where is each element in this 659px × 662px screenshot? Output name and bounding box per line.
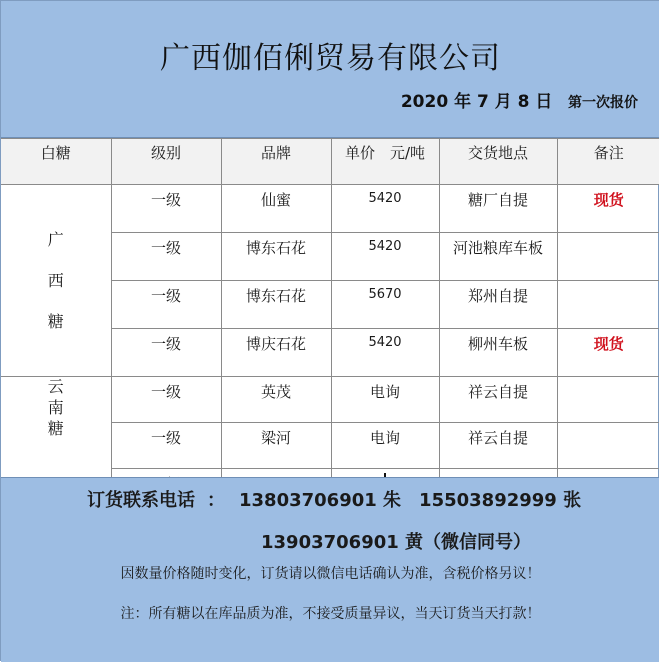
price-cell: 5670: [331, 281, 439, 329]
price-cell: 5420: [331, 233, 439, 281]
company-title: 广西伽佰俐贸易有限公司: [160, 41, 501, 76]
col-header-price: 单价 元/吨: [331, 139, 439, 185]
date-line: [401, 87, 638, 112]
remark-cell: [557, 233, 659, 281]
remark-cell: [557, 377, 659, 423]
category-char: 糖: [47, 419, 64, 438]
brand-cell: 博东石花: [221, 233, 331, 281]
contact-line-1: [87, 486, 581, 512]
quote-date: 2020 年 7 月 8 日: [400, 92, 553, 112]
grade-cell: 一级: [111, 329, 221, 377]
remark-cell: [557, 281, 659, 329]
table-row: [1, 185, 659, 233]
location-cell: 祥云自提: [439, 423, 557, 469]
price-cell: 5420: [331, 329, 439, 377]
grade-cell: 一级: [111, 423, 221, 469]
footer-band: [1, 477, 659, 662]
col-header-grade: 级别: [111, 139, 221, 185]
grade-cell: 一级: [111, 377, 221, 423]
notice-price: 因数量价格随时变化，订货请以微信电话确认为准，含税价格另议！: [120, 566, 541, 582]
price-cell: 电询: [331, 423, 439, 469]
category-char: 糖: [47, 312, 64, 331]
brand-cell: 梁河: [221, 423, 331, 469]
col-header-brand: 品牌: [221, 139, 331, 185]
quote-note: 第一次报价: [568, 95, 638, 111]
phone-zhang: 15503892999 张: [419, 490, 582, 511]
price-cell: 电询: [331, 377, 439, 423]
location-cell: 糖厂自提: [439, 185, 557, 233]
brand-cell: 博东石花: [221, 281, 331, 329]
location-cell: 柳州车板: [439, 329, 557, 377]
notice-quality: 注：所有糖以在库品质为准，不接受质量异议，当天订货当天打款！: [120, 606, 541, 622]
location-cell: 郑州自提: [439, 281, 557, 329]
category-char: 南: [47, 398, 64, 417]
phone-zhu: 13803706901 朱: [239, 490, 402, 511]
brand-cell: 博庆石花: [221, 329, 331, 377]
contact-separator: ：: [207, 490, 225, 511]
location-cell: 河池粮库车板: [439, 233, 557, 281]
col-header-sugar: 白糖: [1, 139, 111, 185]
category-char: 云: [47, 377, 64, 396]
table-row: [1, 377, 659, 423]
grade-cell: 一级: [111, 233, 221, 281]
table-header-row: [1, 139, 659, 185]
brand-cell: 英茂: [221, 377, 331, 423]
remark-cell: 现货: [557, 329, 659, 377]
contact-line-2: [261, 528, 531, 554]
price-cell: 5420: [331, 185, 439, 233]
contact-label: 订货联系电话: [87, 490, 195, 511]
brand-cell: 仙蜜: [221, 185, 331, 233]
category-char: 西: [47, 271, 64, 290]
location-cell: 祥云自提: [439, 377, 557, 423]
header-band: [1, 1, 659, 138]
phone-huang: 13903706901 黄（微信同号）: [261, 532, 532, 553]
category-char: 广: [47, 230, 64, 249]
grade-cell: 一级: [111, 185, 221, 233]
grade-cell: 一级: [111, 281, 221, 329]
remark-cell: [557, 423, 659, 469]
price-table: [1, 138, 659, 515]
col-header-location: 交货地点: [439, 139, 557, 185]
category-guangxi: [1, 185, 111, 377]
col-header-remark: 备注: [557, 139, 659, 185]
remark-cell: 现货: [557, 185, 659, 233]
